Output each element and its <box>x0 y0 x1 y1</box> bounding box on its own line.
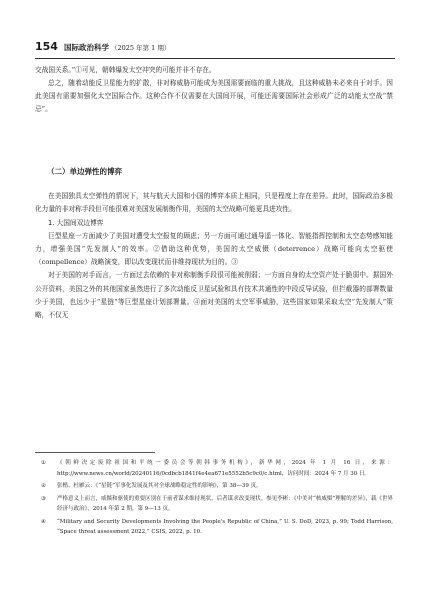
footnote-marker: ② <box>41 483 46 489</box>
paragraph: 对于美国的对手而言，一方面过去依赖的非对称制衡手段很可能被削弱；一方面自身的太空资产处于脆弱中。据国外公开资料，美国之外的其他国家虽然进行了多次动能反卫星试验和具有技术共通性的中段反导试验，但拦截器的部署数量少于美国，也远少于“星链”等巨型星座计划部署量。④面对美国的太空军事威胁，这些国家如果采取太空“先发制人”策略，不仅无 <box>35 271 393 319</box>
footnotes <box>35 458 393 540</box>
body-text-main <box>35 190 393 322</box>
paragraph: 总之，随着动能反卫星能力的扩散，非对称威胁可能成为美国需要面临的重大挑战，且这种威胁未必来自于对手。因此美国有需要加强化太空国际合作。这种合作不仅需要在大国间开展，可能还需要国际社会形成广泛的动能太空战“禁忌”。 <box>35 79 393 114</box>
footnote-text: 严格意义上而言，威慑和驱使的重要区别在于前者谋求维持现状，后者谋求改变现状。参见李彬：《中美对“核威慑”理解的差异》，载《世界经济与政治》，2014 年第 2 期，第 9—13 页。 <box>57 495 393 512</box>
footnote-item <box>35 494 393 515</box>
footnote-text: 张楷、杜雁云：《“星链”军事化发展及其对全球战略稳定性的影响》，第 38—39 页。 <box>57 483 262 489</box>
subsection-heading: 1. 大国间双边博弈 <box>48 219 104 228</box>
footnote-text: “Military and Security Developments Involving the People's Republic of China,” U. S. DoD, 2023, p. 99; Todd Harrison, “Space threat assessment 2022,” CSIS, 2022, p. 10. <box>57 518 393 535</box>
page-number: 154 <box>35 40 58 53</box>
header-rule <box>35 58 395 59</box>
footnote-rule <box>35 452 155 453</box>
footnote-marker: ④ <box>41 518 46 525</box>
footnote-marker: ③ <box>41 495 46 502</box>
section-heading: （二）单边弹性的博弈 <box>47 167 122 176</box>
page-header <box>35 40 395 56</box>
body-text-top <box>35 64 393 116</box>
footnote-marker: ① <box>41 460 46 466</box>
journal-title: 国际政治科学 <box>63 43 109 52</box>
footnote-text: 《朝鲜决定废除祖国和平统一委员会等朝韩事务机构》，新华网，2024 年 1 月 16 日，来源：http://www.news.cn/world/20240116/0cdbcb1841f4e4ea671e5552b5c9c0/c.html，访问时间：2024 年 7 月 30 日。 <box>57 460 393 477</box>
footnote-item <box>35 481 393 492</box>
paragraph: 交战国关系。”①可见，朝韩爆发太空冲突的可能并非不存在。 <box>35 66 216 74</box>
journal-issue: （2025 年第 1 期） <box>110 44 171 52</box>
paragraph: 巨型星座一方面减少了美国对遭受太空报复的顾虑；另一方面可通过通导遥一体化、智能指挥控制和太空态势感知能力，增强美国“先发制人”的效率。②借助这种优势，美国的太空威慑（deterrence）战略可能向太空驱使（compellence）战略演变，即以改变现状而非维持现状为目的。③ <box>35 232 393 267</box>
paragraph: 在美国独具太空弹性的情况下，其与航天大国和小国的博弈本质上相同，只是程度上存在差异。此时，国际政治多极化力量的非对称手段但可能很难对美国发展制衡作用，美国的太空战略可能更具进攻性。 <box>35 192 393 214</box>
footnote-item <box>35 458 393 479</box>
footnote-item <box>35 517 393 538</box>
